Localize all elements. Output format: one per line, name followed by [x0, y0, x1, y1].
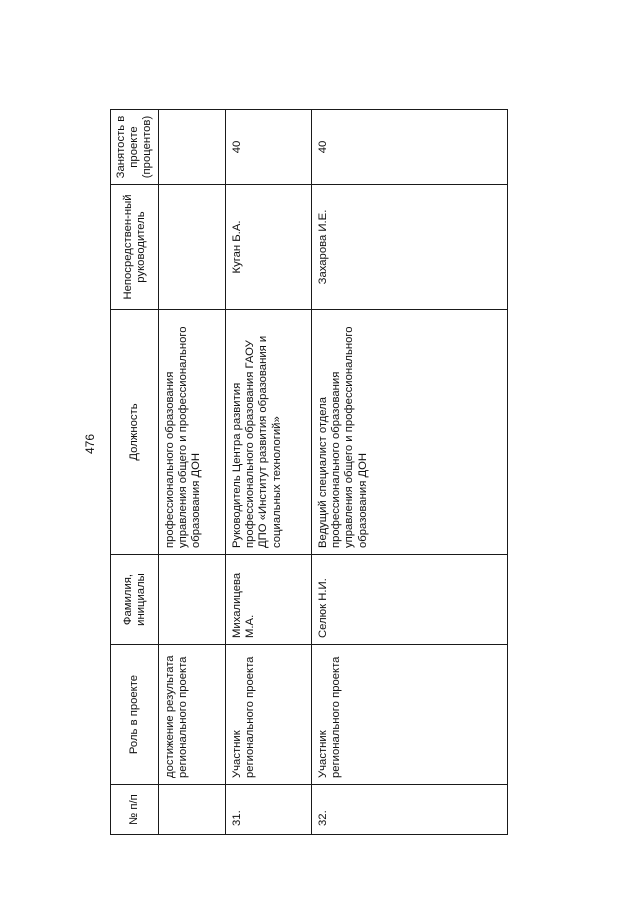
- cell-manager: Захарова И.Е.: [312, 185, 508, 310]
- cell-role: Участник регионального проекта: [312, 645, 508, 785]
- cell-number: 31.: [226, 785, 312, 835]
- project-team-table: [110, 109, 508, 835]
- cell-role: достижение результата регионального проекта: [159, 645, 226, 785]
- table-row: [312, 110, 508, 835]
- header-name: Фамилия, инициалы: [111, 555, 159, 645]
- cell-name: Михалицева М.А.: [226, 555, 312, 645]
- cell-name: [159, 555, 226, 645]
- table-rotated-wrapper: [110, 110, 507, 835]
- header-role: Роль в проекте: [111, 645, 159, 785]
- table-header-row: [111, 110, 159, 835]
- header-workload: Занятость в проекте (процентов): [111, 110, 159, 185]
- header-manager: Непосредствен-ный руководитель: [111, 185, 159, 310]
- cell-manager: [159, 185, 226, 310]
- cell-name: Селюк Н.И.: [312, 555, 508, 645]
- cell-role: Участник регионального проекта: [226, 645, 312, 785]
- table-row: [159, 110, 226, 835]
- header-number: № п/п: [111, 785, 159, 835]
- cell-workload: [159, 110, 226, 185]
- cell-workload: 40: [226, 110, 312, 185]
- page-number: 476: [83, 433, 97, 455]
- header-position: Должность: [111, 310, 159, 555]
- cell-position: Руководитель Центра развития профессионального образования ГАОУ ДПО «Институт развития образования и социальных технологий»: [226, 310, 312, 555]
- cell-manager: Куган Б.А.: [226, 185, 312, 310]
- cell-number: [159, 785, 226, 835]
- cell-position: Ведущий специалист отдела профессионального образования управления общего и профессионального образования ДОН: [312, 310, 508, 555]
- cell-workload: 40: [312, 110, 508, 185]
- table-row: [226, 110, 312, 835]
- cell-number: 32.: [312, 785, 508, 835]
- cell-position: профессионального образования управления общего и профессионального образования ДОН: [159, 310, 226, 555]
